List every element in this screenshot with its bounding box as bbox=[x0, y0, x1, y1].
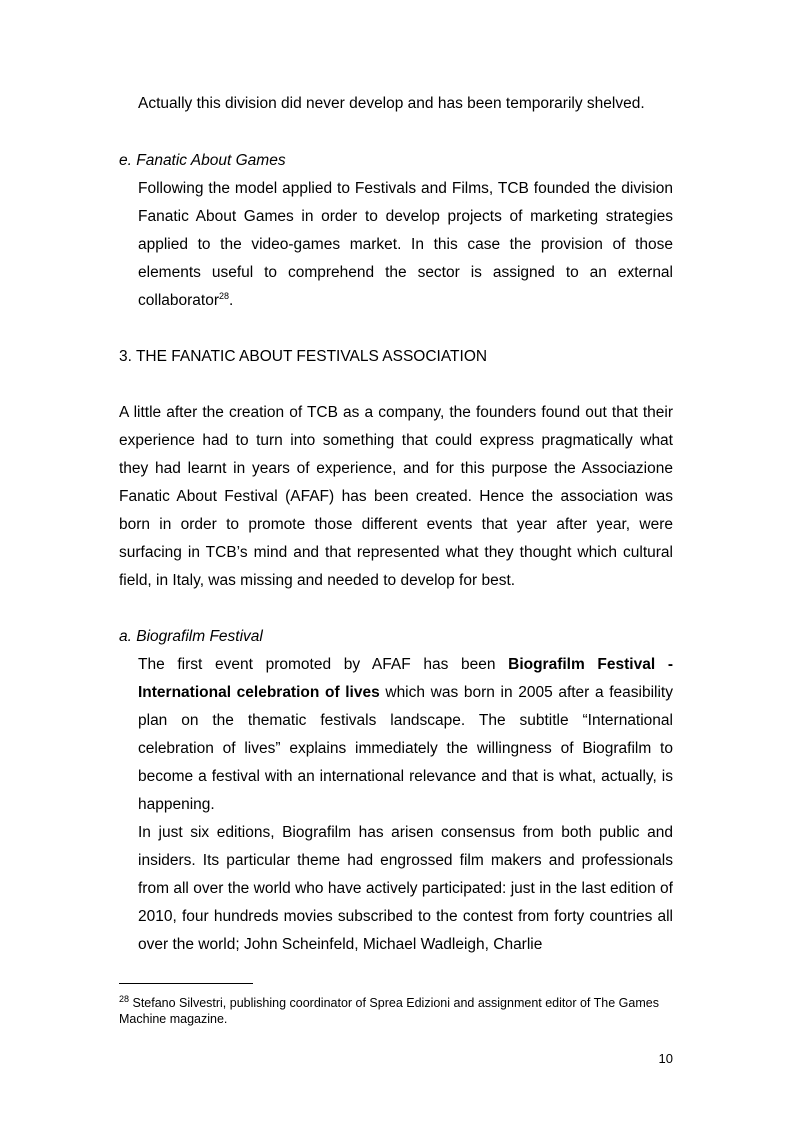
footnote-number: 28 bbox=[119, 993, 130, 1004]
intro-paragraph: Actually this division did never develop and has been temporarily shelved. bbox=[138, 95, 645, 112]
footnote bbox=[119, 995, 679, 1027]
section-a-p1-lead: The first event promoted by AFAF has been bbox=[138, 656, 509, 673]
section-e-body-text: Following the model applied to Festivals and Films, TCB founded the division Fanatic About Games in order to develop projects of marketing strategies applied to the video-games market. In this case the provision of those elements useful to comprehend the sector is assigned to an external collaborator bbox=[138, 180, 673, 309]
section-a-heading: a. Biografilm Festival bbox=[119, 628, 263, 645]
footnote-text: Stefano Silvestri, publishing coordinator of Sprea Edizioni and assignment editor of The Games Machine magazine. bbox=[119, 996, 659, 1026]
section-e-body-end: . bbox=[229, 292, 234, 309]
section-3-heading: 3. THE FANATIC ABOUT FESTIVALS ASSOCIATION bbox=[119, 348, 488, 365]
page-number: 10 bbox=[658, 1051, 673, 1066]
section-a-paragraph-1 bbox=[138, 651, 673, 819]
section-a-paragraph-2: In just six editions, Biografilm has arisen consensus from both public and insiders. Its particular theme had engrossed film makers and professionals from all over the world who have actively participated: just in the last edition of 2010, four hundreds movies subscribed to the contest from forty countries all over the world; John Scheinfeld, Michael Wadleigh, Charlie bbox=[138, 824, 673, 953]
section-e-heading: e. Fanatic About Games bbox=[119, 152, 286, 169]
section-a-p1-bold-title: Biografilm Festival - International celebration of lives bbox=[138, 656, 673, 701]
section-a-p1-rest: which was born in 2005 after a feasibility plan on the thematic festivals landscape. The subtitle “International celebration of lives” explains immediately the willingness of Biografilm to become a festival with an international relevance and that is what, actually, is happening. bbox=[138, 684, 673, 813]
footnote-divider bbox=[119, 983, 253, 984]
section-e-body bbox=[138, 175, 673, 315]
footnote-ref-28[interactable]: 28 bbox=[219, 290, 230, 301]
section-3-body: A little after the creation of TCB as a company, the founders found out that their experience had to turn into something that could express pragmatically what they had learnt in years of experience, and for this purpose the Associazione Fanatic About Festival (AFAF) has been created. Hence the association was born in order to promote those different events that year after year, were surfacing in TCB’s mind and that represented what they thought which cultural field, in Italy, was missing and needed to develop for best. bbox=[119, 404, 673, 589]
